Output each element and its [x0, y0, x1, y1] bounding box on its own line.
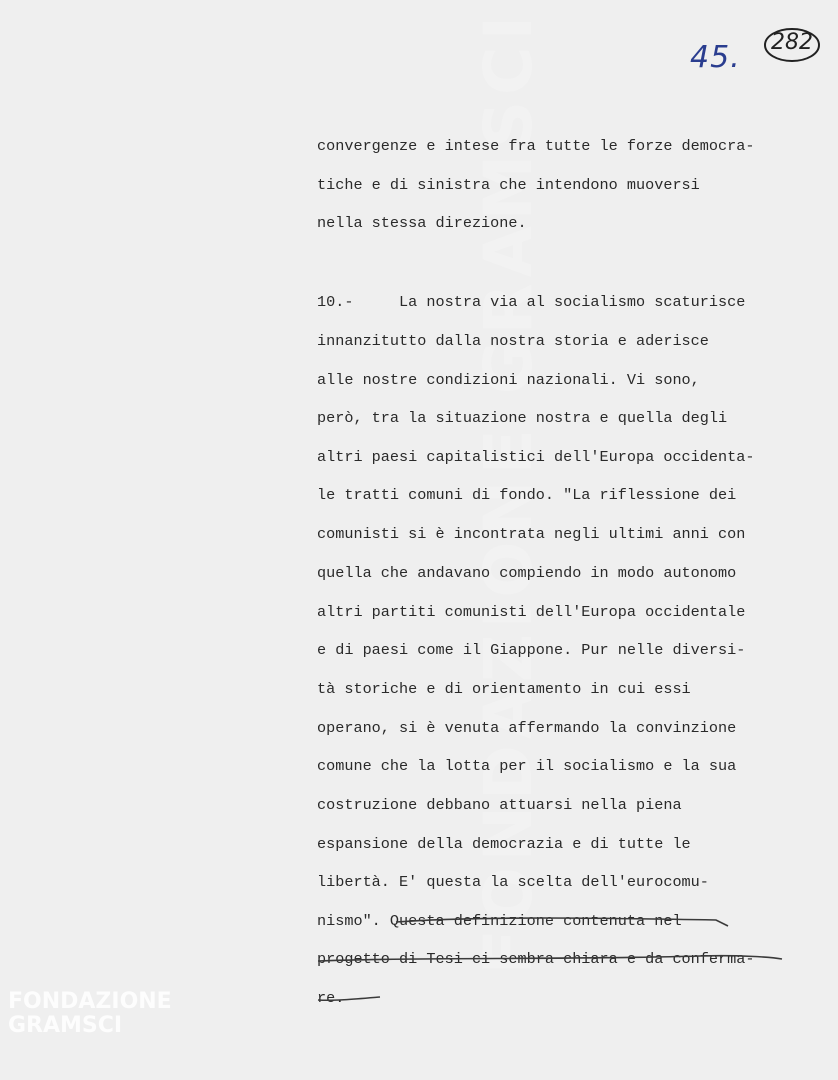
text-line: 10.- La nostra via al socialismo scaturisce [317, 293, 746, 311]
text-line: tà storiche e di orientamento in cui essi [317, 680, 691, 698]
text-line: costruzione debbano attuarsi nella piena [317, 796, 682, 814]
text-line: quella che andavano compiendo in modo autonomo [317, 564, 737, 582]
text-line: le tratti comuni di fondo. "La riflessione dei [317, 486, 737, 504]
text-line: nella stessa direzione. [317, 214, 527, 232]
text-line: altri partiti comunisti dell'Europa occidentale [317, 603, 746, 621]
archive-logo-line2: GRAMSCI [8, 1013, 123, 1038]
text-line: operano, si è venuta affermando la convinzione [317, 719, 737, 737]
text-line: libertà. E' questa la scelta dell'eurocomu- [317, 873, 709, 891]
text-line: comunisti si è incontrata negli ultimi anni con [317, 525, 746, 543]
archive-logo [8, 990, 172, 1038]
text-line: però, tra la situazione nostra e quella degli [317, 409, 728, 427]
text-line: comune che la lotta per il socialismo e la sua [317, 757, 737, 775]
sheet-number-text: 282 [771, 30, 813, 55]
handwritten-page-number: 45. [690, 40, 741, 75]
archive-watermark: FONDAZIONE GRAMSCI [470, 10, 547, 975]
text-line: tiche e di sinistra che intendono muoversi [317, 176, 700, 194]
text-line: alle nostre condizioni nazionali. Vi sono, [317, 371, 700, 389]
text-line: altri paesi capitalistici dell'Europa occidenta- [317, 448, 755, 466]
archive-logo-line1: FONDAZIONE [8, 989, 172, 1014]
text-line: espansione della democrazia e di tutte le [317, 835, 691, 853]
text-line: progetto di Tesi ci sembra chiara e da conferma- [317, 950, 755, 968]
text-line: re. [317, 989, 345, 1007]
text-line: nismo". Questa definizione contenuta nel [317, 912, 682, 930]
text-line: convergenze e intese fra tutte le forze democra- [317, 137, 755, 155]
text-line: e di paesi come il Giappone. Pur nelle diversi- [317, 641, 746, 659]
text-line: innanzitutto dalla nostra storia e aderisce [317, 332, 709, 350]
